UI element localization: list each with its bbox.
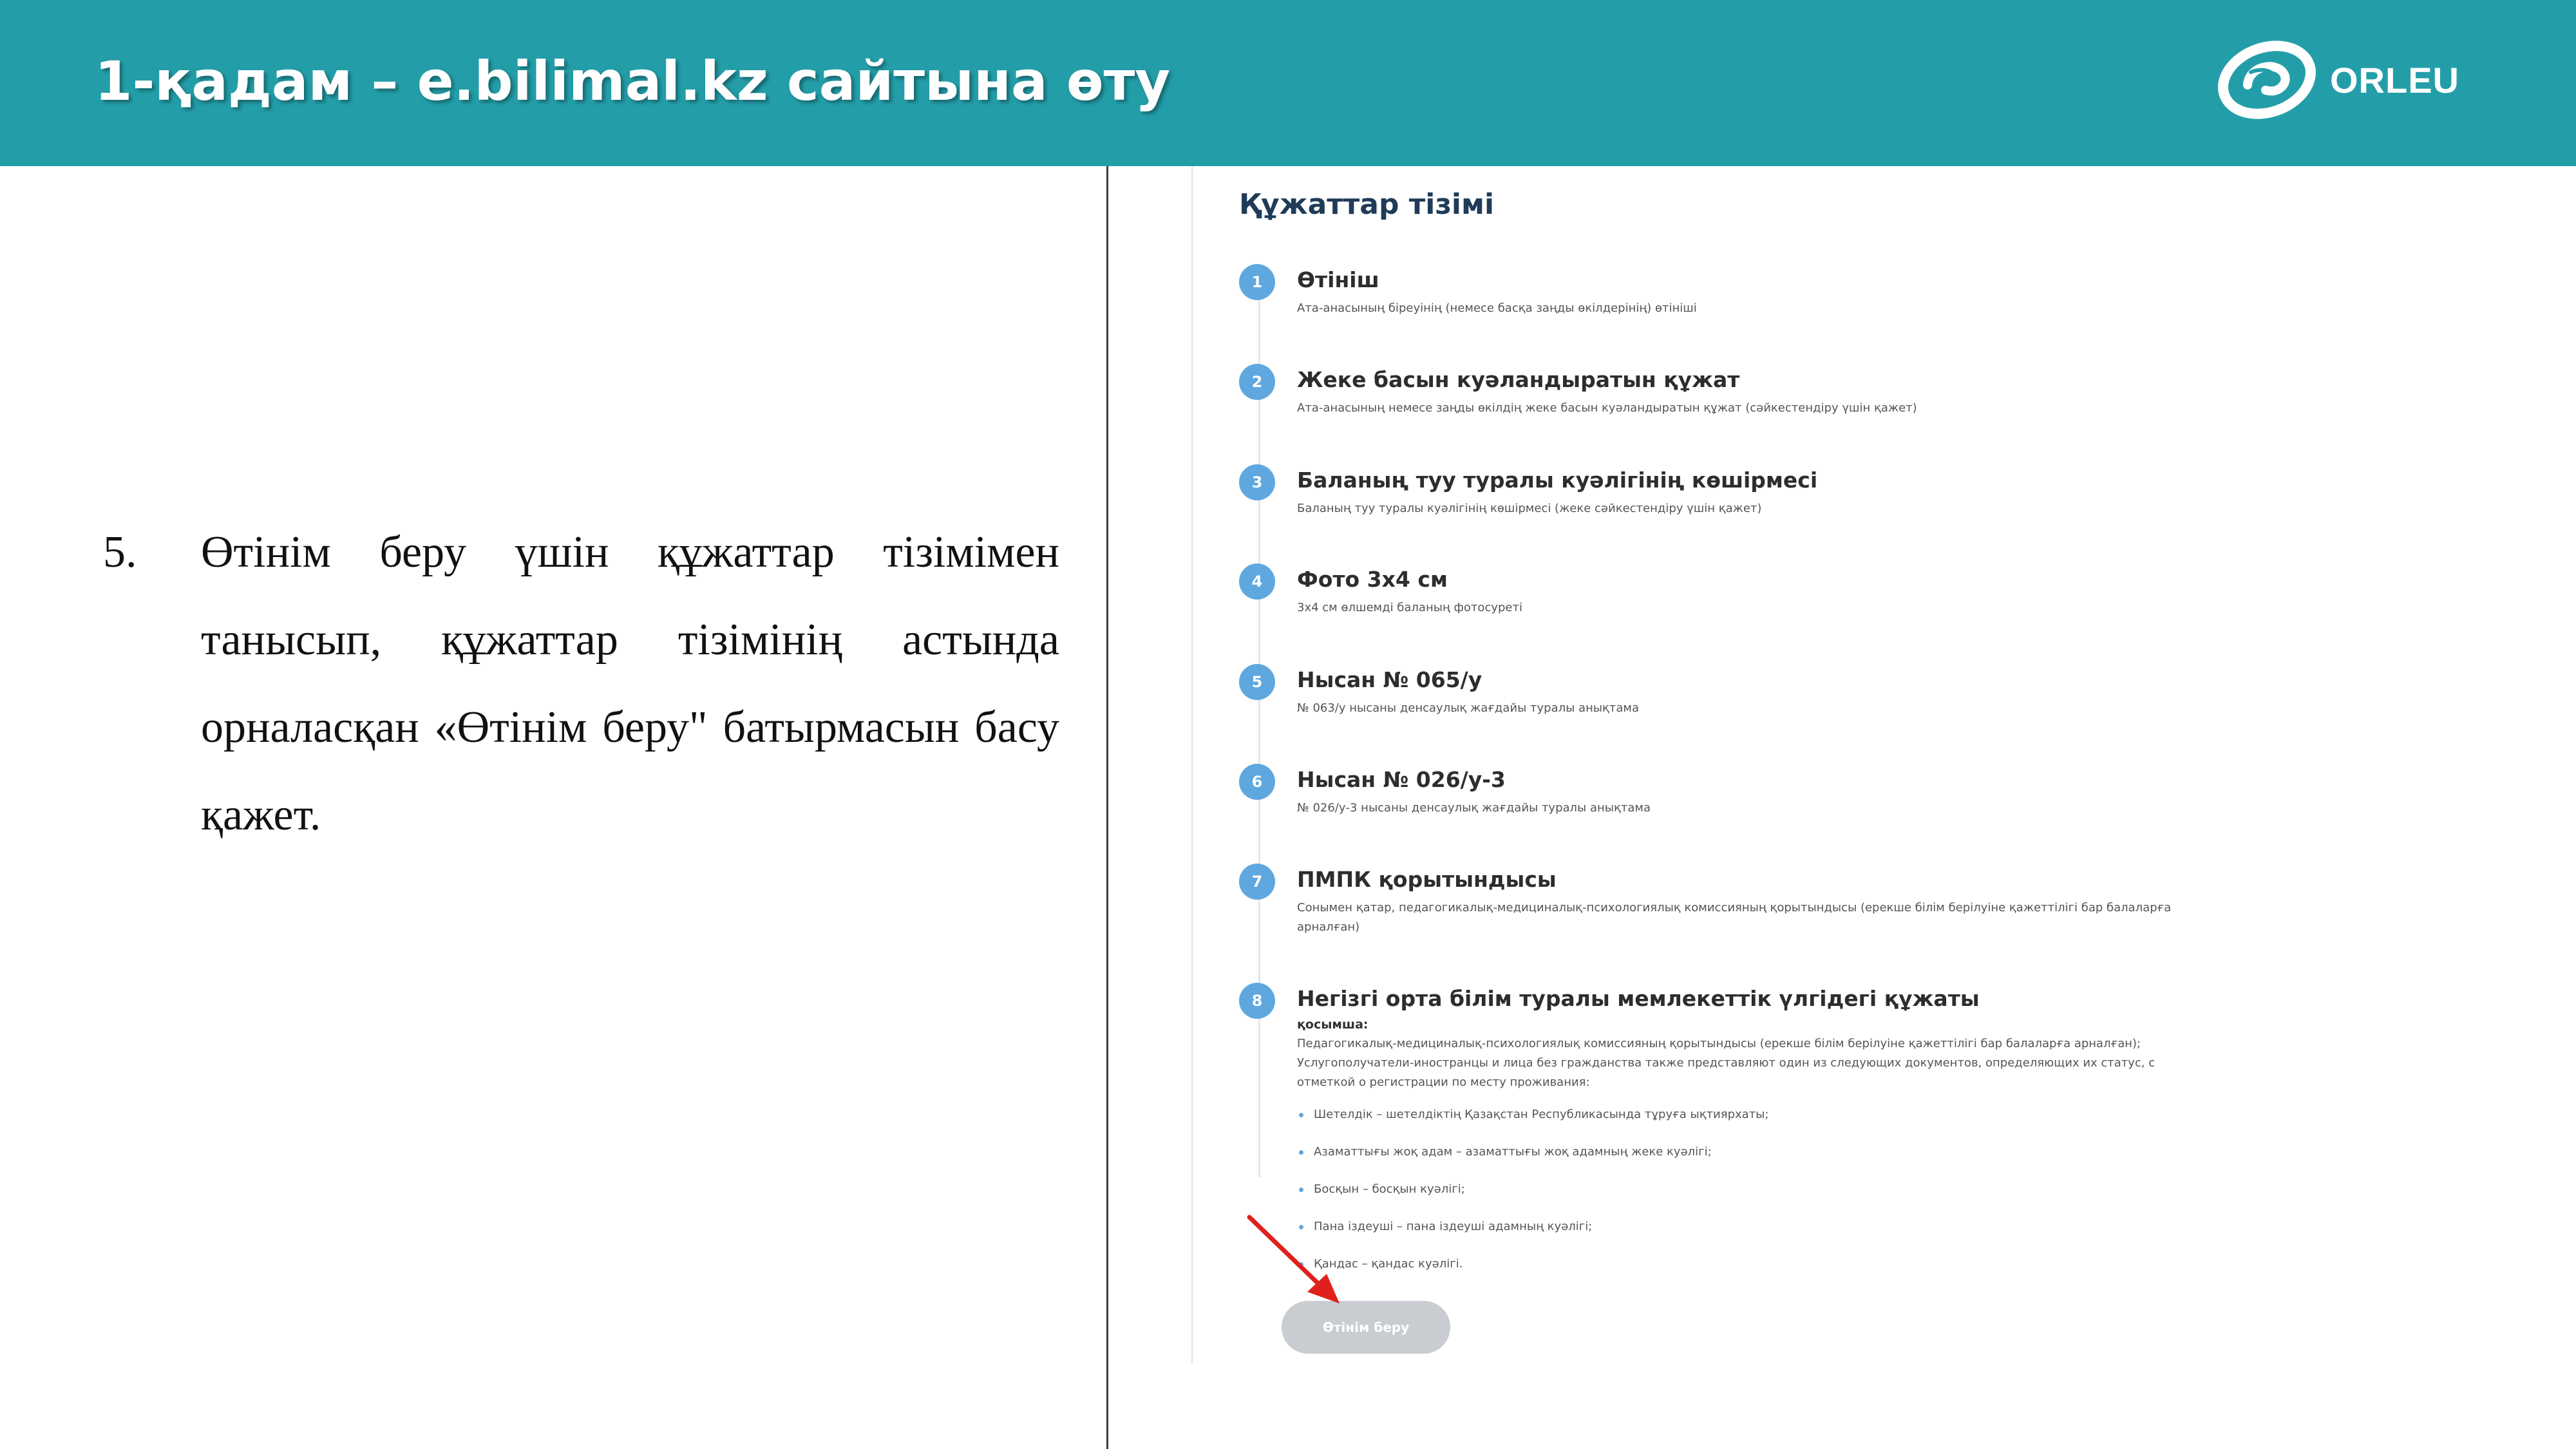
step-badge: 3: [1239, 464, 1275, 500]
additional-documents: [1297, 1015, 2199, 1283]
slide-title: 1-қадам – e.bilimal.kz сайтына өту: [95, 50, 1171, 113]
logo-text: ORLEU: [2330, 60, 2459, 100]
document-description: Сонымен қатар, педагогикалық-медициналық-психологиялық комиссияның қорытындысы (ерекше білім берілуіне қажеттілігі бар балаларға арналған): [1297, 901, 2172, 934]
document-description: Ата-анасының біреуінің (немесе басқа заңды өкілдерінің) өтініші: [1297, 301, 1697, 315]
step-text: Өтінім беру үшін құжаттар тізімімен танысып, құжаттар тізімінің астында орналасқан «Өтінім беру" батырмасын басу қажет.: [201, 527, 1059, 840]
document-title: Нысан № 065/у: [1297, 667, 1482, 692]
orleu-logo: [2215, 39, 2459, 122]
additional-label: қосымша:: [1297, 1018, 1368, 1032]
step-badge: 2: [1239, 364, 1275, 400]
document-title: Фото 3х4 см: [1297, 567, 1448, 592]
timeline-line: [1258, 269, 1260, 1177]
step-number: 5.: [103, 527, 137, 577]
document-description: № 026/у-3 нысаны денсаулық жағдайы туралы анықтама: [1297, 801, 1651, 815]
document-description: Ата-анасының немесе заңды өкілдің жеке басын куәландыратын құжат (сәйкестендіру үшін қажет): [1297, 401, 1917, 415]
list-item: Босқын – босқын куәлігі;: [1297, 1171, 2199, 1208]
slide-header: [0, 0, 2576, 166]
list-item: Қандас – қандас куәлігі.: [1297, 1245, 2199, 1283]
step-badge: 4: [1239, 564, 1275, 600]
apply-button[interactable]: Өтінім беру: [1282, 1301, 1450, 1354]
screenshot-edge: [1191, 166, 1193, 1364]
list-item: Пана іздеуші – пана іздеуші адамның куәлігі;: [1297, 1208, 2199, 1245]
step-badge: 8: [1239, 983, 1275, 1019]
red-arrow-icon: [1243, 1211, 1346, 1307]
orleu-logo-icon: [2215, 39, 2318, 122]
document-description: 3х4 см өлшемді баланың фотосуреті: [1297, 601, 1522, 614]
additional-line: Педагогикалық-медициналық-психологиялық комиссияның қорытындысы (ерекше білім берілуіне қажеттілігі бар балаларға арналған);: [1297, 1037, 2141, 1050]
document-title: Өтініш: [1297, 267, 1379, 292]
step-badge: 5: [1239, 664, 1275, 700]
documents-title: Құжаттар тізімі: [1239, 188, 1495, 221]
list-item: Азаматтығы жоқ адам – азаматтығы жоқ адамның жеке куәлігі;: [1297, 1133, 2199, 1171]
document-title: Жеке басын куәландыратын құжат: [1297, 367, 1740, 392]
document-description: Баланың туу туралы куәлігінің көшірмесі (жеке сәйкестендіру үшін қажет): [1297, 502, 1762, 515]
document-title: Баланың туу туралы куәлігінің көшірмесі: [1297, 468, 1818, 493]
documents-screenshot: [1191, 166, 2299, 1364]
step-badge: 6: [1239, 764, 1275, 800]
document-title: Нысан № 026/у-3: [1297, 767, 1506, 792]
status-documents-list: [1297, 1096, 2199, 1283]
vertical-divider: [1106, 166, 1108, 1449]
step-badge: 1: [1239, 264, 1275, 300]
document-title: ПМПК қорытындысы: [1297, 867, 1557, 892]
document-title: Негізгі орта білім туралы мемлекеттік үлгідегі құжаты: [1297, 986, 1980, 1011]
document-description: № 063/у нысаны денсаулық жағдайы туралы анықтама: [1297, 701, 1640, 715]
step-badge: 7: [1239, 864, 1275, 900]
list-item: Шетелдік – шетелдіктің Қазақстан Республикасында тұруға ықтиярхаты;: [1297, 1096, 2199, 1133]
additional-line: Услугополучатели-иностранцы и лица без гражданства также представляют один из следующих документов, определяющих их статус, с отметкой о регистрации по месту проживания:: [1297, 1056, 2155, 1089]
